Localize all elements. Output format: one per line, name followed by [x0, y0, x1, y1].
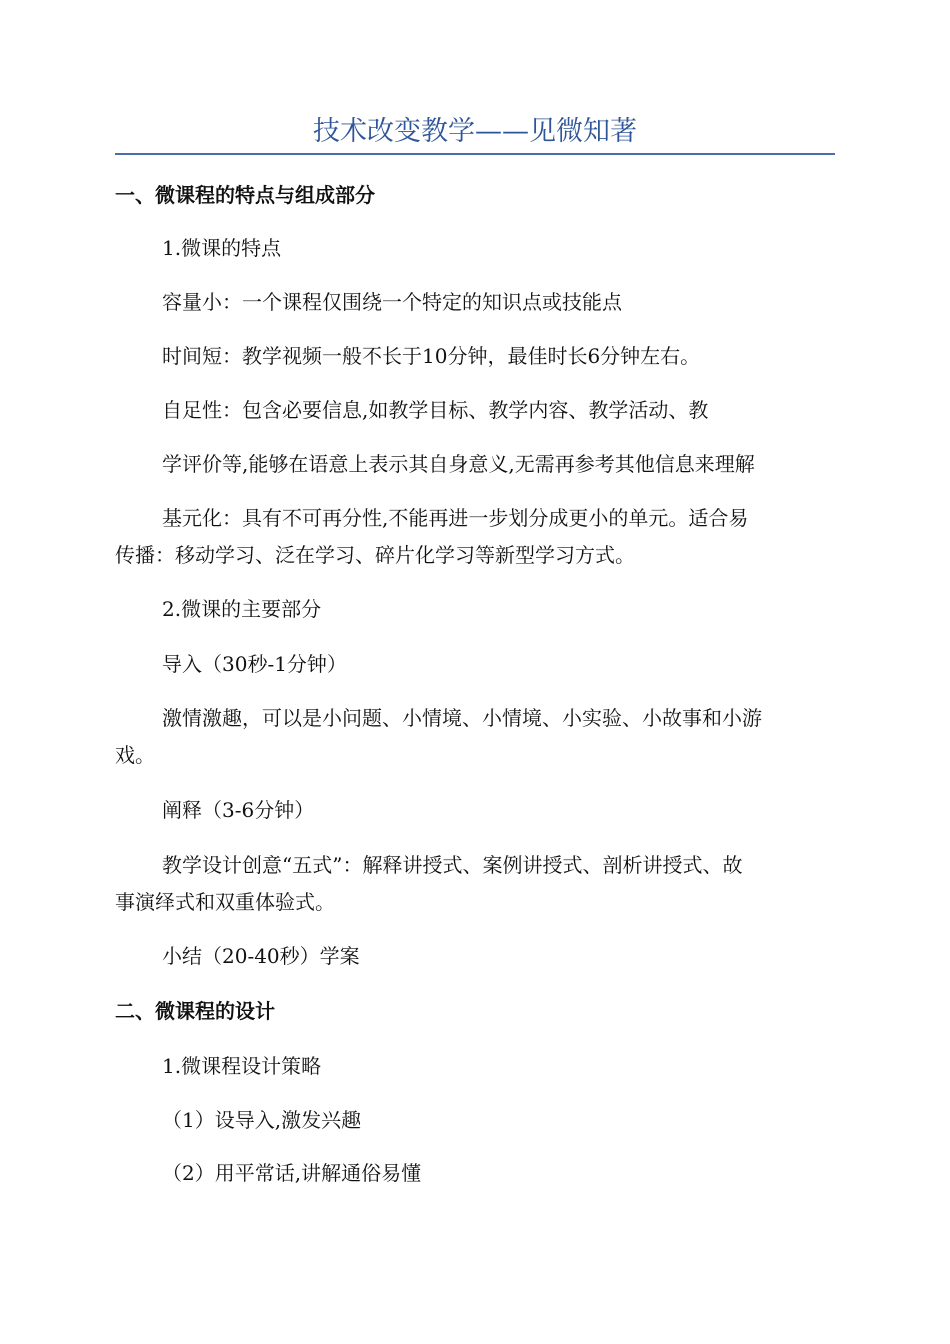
paragraph-self-contained-line2: 学评价等,能够在语意上表示其自身意义,无需再参考其他信息来理解 [162, 452, 755, 476]
document-title: 技术改变教学——见微知著 [313, 116, 637, 147]
paragraph-explanation: 阐释（3-6分钟） [162, 798, 315, 822]
subheading-features: 1.微课的特点 [162, 236, 282, 260]
list-item-1: （1）设导入,激发兴趣 [162, 1108, 362, 1132]
list-item-2: （2）用平常话,讲解通俗易懂 [162, 1161, 422, 1185]
paragraph-introduction: 导入（30秒-1分钟） [162, 652, 347, 676]
paragraph-short-time: 时间短：教学视频一般不长于10分钟，最佳时长6分钟左右。 [162, 344, 701, 368]
paragraph-design-line2: 事演绎式和双重体验式。 [115, 890, 335, 914]
paragraph-small-capacity: 容量小：一个课程仅围绕一个特定的知识点或技能点 [162, 290, 622, 314]
paragraph-motivation-line2: 戏。 [115, 743, 155, 767]
paragraph-elementary-line1: 基元化：具有不可再分性,不能再进一步划分成更小的单元。适合易 [162, 506, 749, 530]
paragraph-motivation-line1: 激情激趣，可以是小问题、小情境、小情境、小实验、小故事和小游 [162, 706, 762, 730]
paragraph-design-line1: 教学设计创意“五式”：解释讲授式、案例讲授式、剖析讲授式、故 [162, 853, 743, 877]
paragraph-summary: 小结（20-40秒）学案 [162, 944, 360, 968]
section-heading-2: 二、微课程的设计 [115, 999, 275, 1023]
subheading-design-strategy: 1.微课程设计策略 [162, 1054, 322, 1078]
title-underline [115, 153, 835, 155]
paragraph-elementary-line2: 传播：移动学习、泛在学习、碎片化学习等新型学习方式。 [115, 543, 635, 567]
paragraph-self-contained-line1: 自足性：包含必要信息,如教学目标、教学内容、教学活动、教 [162, 398, 709, 422]
section-heading-1: 一、微课程的特点与组成部分 [115, 183, 375, 207]
subheading-main-parts: 2.微课的主要部分 [162, 597, 322, 621]
